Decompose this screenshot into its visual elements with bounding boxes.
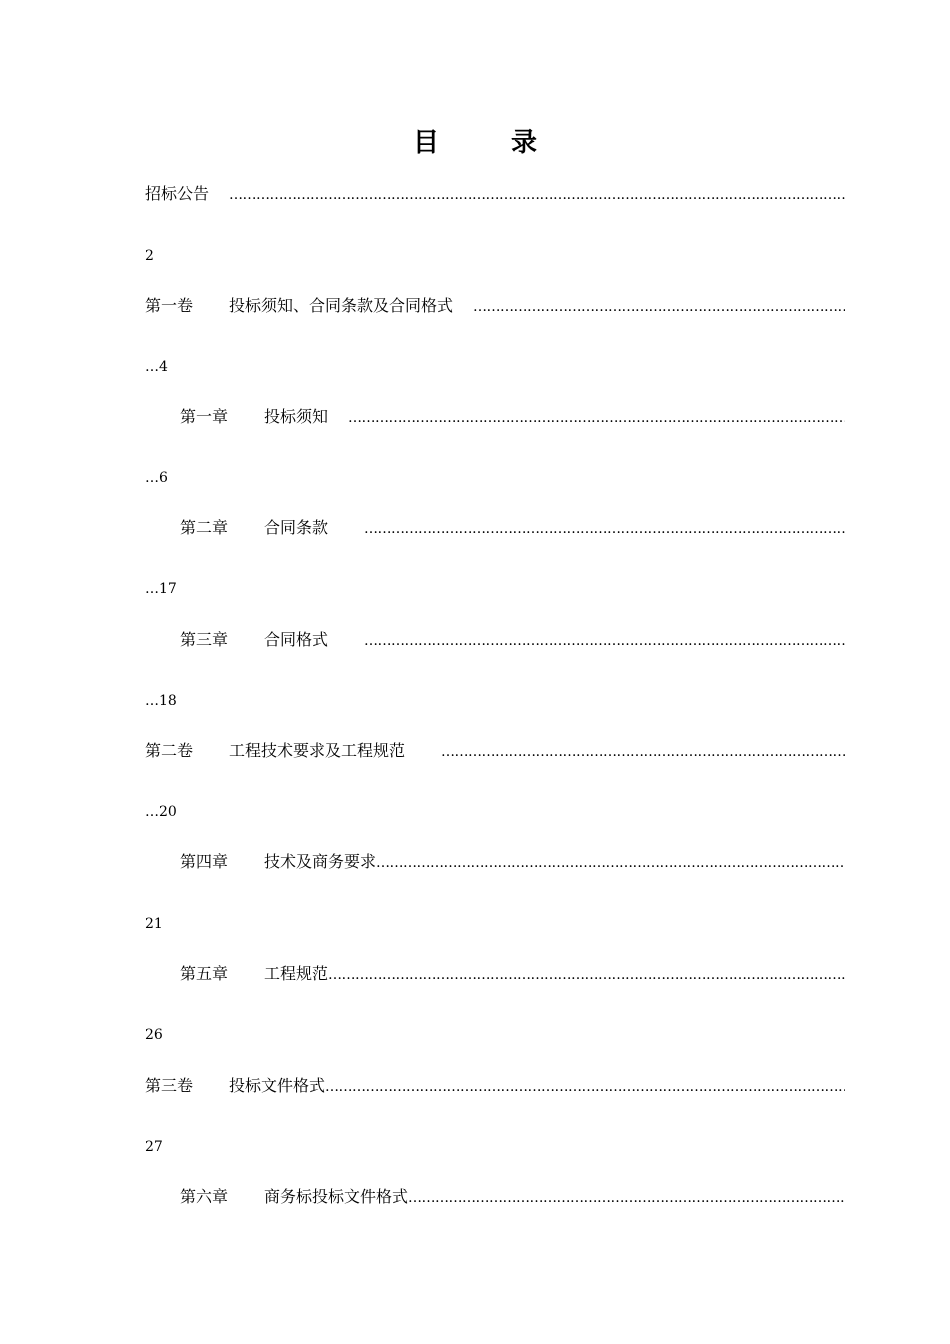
dot-leader xyxy=(364,517,845,541)
toc-entry-number: 第四章 xyxy=(180,852,229,871)
toc-entry-label: 合同格式 xyxy=(264,630,329,649)
toc-title-left: 目 xyxy=(412,128,439,158)
toc-entry-label: 工程技术要求及工程规范 xyxy=(229,741,406,760)
dot-leader xyxy=(441,740,845,764)
toc-page-number: 21 xyxy=(145,916,163,932)
toc-entry-chapter-5 xyxy=(180,962,845,986)
toc-entry-label: 投标文件格式 xyxy=(229,1076,326,1095)
dot-leader xyxy=(325,1075,845,1099)
toc-entry-chapter-3 xyxy=(180,628,845,652)
toc-entry-chapter-1 xyxy=(180,405,845,429)
toc-page-number: 26 xyxy=(145,1027,163,1043)
toc-entry-label: 技术及商务要求 xyxy=(264,852,377,871)
toc-entry-volume-1 xyxy=(145,294,845,318)
toc-page-number: …6 xyxy=(145,470,168,486)
toc-entry-label: 工程规范 xyxy=(264,964,329,983)
toc-entry-chapter-6 xyxy=(180,1185,845,1209)
toc-entry-label: 合同条款 xyxy=(264,518,329,537)
toc-entry-chapter-2 xyxy=(180,516,845,540)
toc-entry-volume-2 xyxy=(145,739,845,763)
toc-page-number: …4 xyxy=(145,359,168,375)
toc-entry-volume-3 xyxy=(145,1074,845,1098)
toc-entry-label: 商务标投标文件格式 xyxy=(264,1187,409,1206)
toc-entry-announcement xyxy=(145,182,845,206)
toc-page-number: …17 xyxy=(145,581,177,597)
dot-leader xyxy=(328,963,845,987)
dot-leader xyxy=(364,629,845,653)
dot-leader xyxy=(473,295,845,319)
toc-entry-number: 第六章 xyxy=(180,1187,229,1206)
toc-entry-number: 第三卷 xyxy=(145,1076,194,1095)
toc-page-number: 27 xyxy=(145,1139,163,1155)
toc-page-number: 2 xyxy=(145,248,154,264)
toc-entry-number: 第三章 xyxy=(180,630,229,649)
toc-entry-label: 招标公告 xyxy=(145,184,210,203)
toc-entry-label: 投标须知、合同条款及合同格式 xyxy=(229,296,454,315)
toc-entry-number: 第一章 xyxy=(180,407,229,426)
toc-entry-number: 第二章 xyxy=(180,518,229,537)
toc-entry-number: 第五章 xyxy=(180,964,229,983)
toc-title xyxy=(0,122,950,159)
dot-leader xyxy=(408,1186,845,1210)
dot-leader xyxy=(229,183,845,207)
toc-entry-number: 第二卷 xyxy=(145,741,194,760)
dot-leader xyxy=(376,851,845,875)
dot-leader xyxy=(348,406,845,430)
toc-entry-number: 第一卷 xyxy=(145,296,194,315)
toc-page-number: …20 xyxy=(145,804,177,820)
toc-entry-chapter-4 xyxy=(180,850,845,874)
toc-entry-label: 投标须知 xyxy=(264,407,329,426)
toc-page-number: …18 xyxy=(145,693,177,709)
toc-title-right: 录 xyxy=(511,128,538,158)
